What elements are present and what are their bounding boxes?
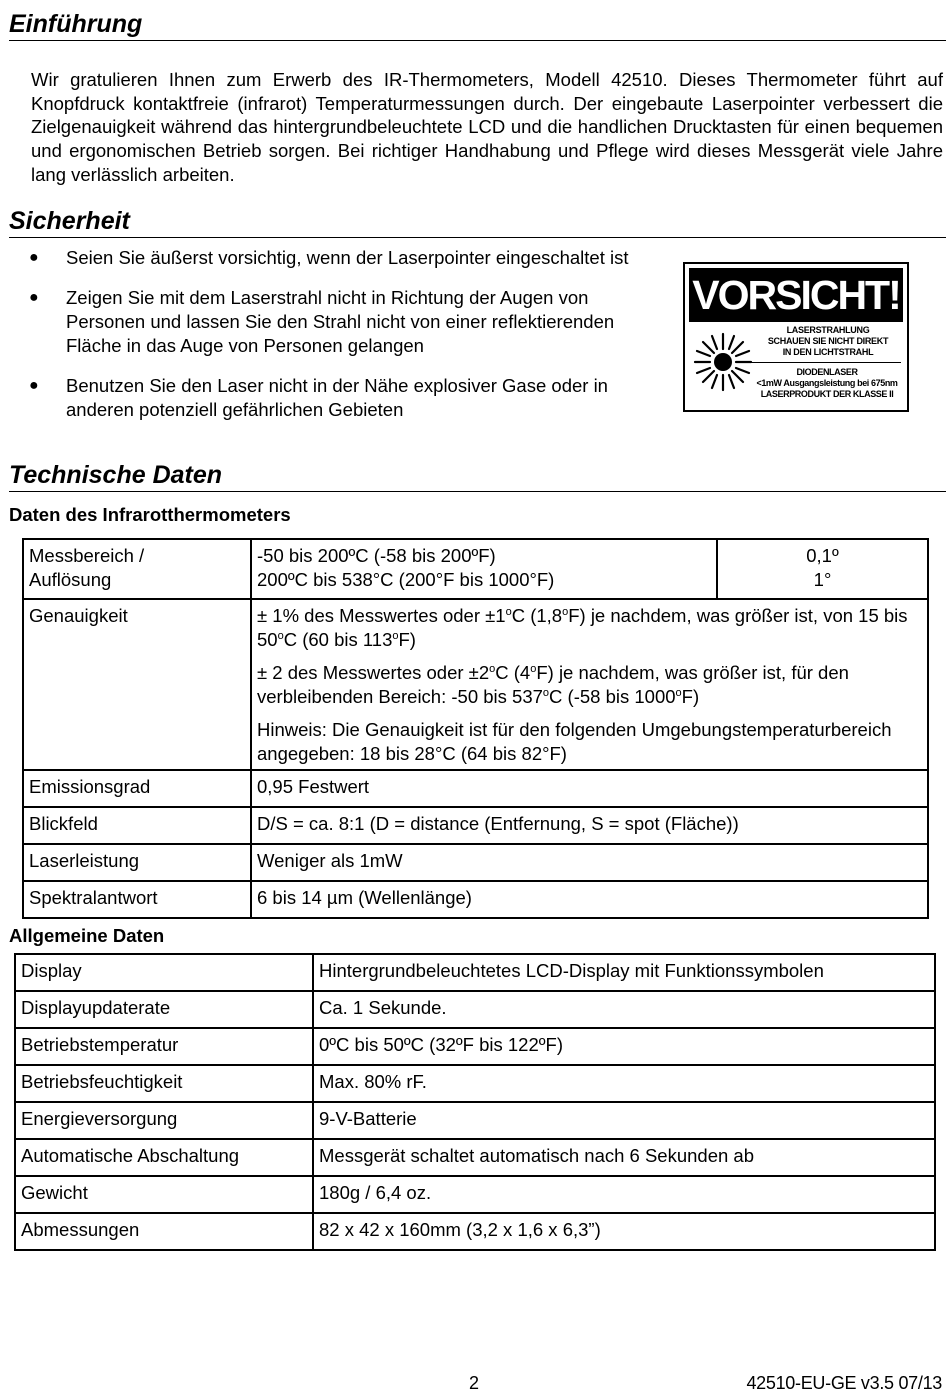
warning-line-4: DIODENLASER [796,367,858,377]
table-row [15,991,935,1028]
table-row [15,1213,935,1250]
spec-label: Display [15,954,313,991]
warning-text-top [751,325,905,358]
spec-value [251,599,928,770]
spec-label: Laserleistung [23,844,251,881]
accuracy-text: ± 1% des Messwertes oder ±1 [257,605,506,626]
accuracy-text: C (60 bis 113 [283,628,393,650]
accuracy-text: C (1,8 [511,605,563,626]
spec-label: Spektralantwort [23,881,251,918]
safety-bullet-text: Benutzen Sie den Laser nicht in der Nähe explosiver Gase oder in anderen potenziell gefährlichen Gebieten [66,375,608,420]
degree-symbol: o [489,662,496,675]
accuracy-text: F) [681,685,700,707]
safety-bullet [27,246,657,270]
range-label-line-1: Messbereich / [29,545,145,566]
general-spec-table [14,953,936,1251]
spec-value: 9-V-Batterie [313,1102,935,1139]
accuracy-text: F) je nachdem, was größer ist, von 15 bis 50 [257,605,908,650]
accuracy-note: Hinweis: Die Genauigkeit ist für den folgenden Umgebungstemperaturbereich angegeben: 18 bis 28°C (64 bis 82°F) [257,719,892,764]
degree-symbol: o [277,629,284,642]
spec-label: Genauigkeit [23,599,251,770]
table-row [15,1102,935,1139]
accuracy-text: ± 2 des Messwertes oder ±2 [257,662,490,683]
safety-bullet [27,286,657,358]
spec-value [251,539,717,599]
degree-symbol: o [542,686,550,699]
document-version: 42510-EU-GE v3.5 07/13 [746,1373,942,1393]
safety-bullet-text: Seien Sie äußerst vorsichtig, wenn der Laserpointer eingeschaltet ist [66,247,629,268]
section-title-intro: Einführung [9,10,946,41]
safety-bullet [27,374,657,422]
resolution-line-1: 0,1º [806,545,839,566]
general-data-heading: Allgemeine Daten [9,925,165,946]
bullet-icon: ● [29,249,39,266]
spec-value: Ca. 1 Sekunde. [313,991,935,1028]
degree-symbol: o [675,686,682,699]
spec-value: D/S = ca. 8:1 (D = distance (Entfernung, S = spot (Fläche)) [251,807,928,844]
laser-starburst-icon [693,332,753,392]
safety-bullet-text: Zeigen Sie mit dem Laserstrahl nicht in Richtung der Augen von Personen und lassen Sie den Strahl nicht von einer reflektierenden Fläche in das Auge von Personen gelangen [66,287,615,356]
laser-warning-label [683,262,909,412]
table-row [23,539,928,599]
warning-line-6: LASERPRODUKT DER KLASSE II [760,389,894,399]
accuracy-text: C (4 [495,662,531,683]
warning-line-2: SCHAUEN SIE NICHT DIREKT [767,336,889,346]
degree-symbol: o [392,629,399,642]
spec-value: 0,95 Festwert [251,770,928,807]
table-row [23,844,928,881]
spec-value: 180g / 6,4 oz. [313,1176,935,1213]
spec-value: Weniger als 1mW [251,844,928,881]
spec-value: Hintergrundbeleuchtetes LCD-Display mit Funktionssymbolen [313,954,935,991]
table-row [15,1176,935,1213]
spec-label: Betriebstemperatur [15,1028,313,1065]
safety-bullet-list [27,246,657,438]
warning-line-5: <1mW Ausgangsleistung bei 675nm [756,378,898,388]
spec-value: Messgerät schaltet automatisch nach 6 Sekunden ab [313,1139,935,1176]
resolution-line-2: 1° [813,568,832,590]
page-number: 2 [469,1373,480,1393]
spec-label: Abmessungen [15,1213,313,1250]
spec-label: Displayupdaterate [15,991,313,1028]
degree-symbol: o [505,605,512,618]
warning-line-1: LASERSTRAHLUNG [786,325,870,335]
bullet-icon: ● [29,289,39,306]
spec-label: Automatische Abschaltung [15,1139,313,1176]
table-row [23,770,928,807]
section-title-safety: Sicherheit [9,207,946,238]
spec-value: 6 bis 14 µm (Wellenlänge) [251,881,928,918]
warning-divider [751,362,901,363]
accuracy-text: F) [398,628,416,650]
spec-label: Betriebsfeuchtigkeit [15,1065,313,1102]
table-row [23,599,928,770]
range-value-line-2: 200ºC bis 538°C (200°F bis 1000°F) [257,568,555,590]
table-row [23,881,928,918]
spec-resolution [717,539,928,599]
table-row [15,1139,935,1176]
section-title-tech: Technische Daten [9,461,946,492]
degree-symbol: o [530,662,537,675]
range-value-line-1: -50 bis 200ºC (-58 bis 200ºF) [257,545,496,566]
ir-spec-table [22,538,929,919]
warning-line-3: IN DEN LICHTSTRAHL [782,347,874,357]
ir-data-heading: Daten des Infrarotthermometers [9,504,291,525]
spec-value: Max. 80% rF. [313,1065,935,1102]
intro-paragraph: Wir gratulieren Ihnen zum Erwerb des IR-Thermometers, Modell 42510. Dieses Thermometer führt auf Knopfdruck kontaktfreie (infrarot) Temperaturmessungen durch. Der eingebaute Laserpointer verbessert die Zielgenauigkeit während das hintergrundbeleuchtete LCD und die handlichen Drucktasten für einen bequemen und ergonomischen Betrieb sorgen. Bei richtiger Handhabung und Pflege wird dieses Messgerät viele Jahre lang verlässlich arbeiten. [31,69,943,185]
warning-heading: VORSICHT! [689,268,903,322]
accuracy-paragraph-1 [257,604,922,651]
range-label-line-2: Auflösung [29,568,112,590]
degree-symbol: o [562,605,569,618]
spec-value: 0ºC bis 50ºC (32ºF bis 122ºF) [313,1028,935,1065]
table-row [15,954,935,991]
spec-label: Energieversorgung [15,1102,313,1139]
table-row [15,1028,935,1065]
bullet-icon: ● [29,377,39,394]
spec-value: 82 x 42 x 160mm (3,2 x 1,6 x 6,3”) [313,1213,935,1250]
accuracy-paragraph-2 [257,661,922,708]
warning-text-bottom [747,367,907,400]
spec-label: Emissionsgrad [23,770,251,807]
accuracy-text: F) je nachdem, was größer ist, für den verbleibenden Bereich: -50 bis 537 [257,662,849,707]
spec-label: Gewicht [15,1176,313,1213]
table-row [23,807,928,844]
spec-label: Blickfeld [23,807,251,844]
spec-label [23,539,251,599]
table-row [15,1065,935,1102]
accuracy-text: C (-58 bis 1000 [549,685,676,707]
